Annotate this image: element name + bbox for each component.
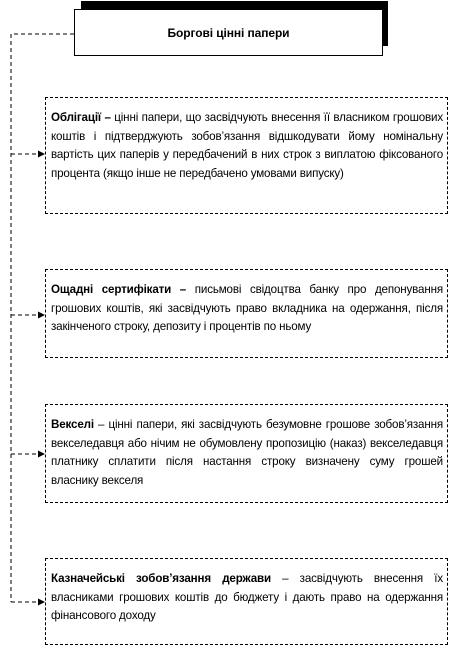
term-treasury-obligations: Казначейські зобов’язання держави	[51, 572, 271, 585]
diagram-title: Боргові цінні папери	[167, 25, 290, 40]
definition-savings-certificates: письмові свідоцтва банку про депонування грошових коштів, які засвідчують право вкладника на одержання, після закінченого строку, депозиту і процентів по ньому	[51, 283, 443, 334]
definition-box-bonds	[45, 97, 448, 214]
definition-box-savings-certificates	[45, 269, 448, 358]
term-bonds: Облігації –	[51, 111, 111, 124]
term-savings-certificates: Ощадні сертифікати –	[51, 283, 187, 296]
title-box	[74, 9, 383, 56]
definition-bonds: цінні папери, що засвідчують внесення її власником грошових коштів і підтверджують зобов’язання відшкодувати йому номінальну вартість цих паперів у передбачений в них строк з виплатою фіксованого процента (якщо інше не передбачено умовами випуску)	[51, 111, 444, 180]
term-bills-of-exchange: Векселі	[51, 418, 94, 431]
definition-box-treasury-obligations	[45, 558, 448, 645]
definition-treasury-obligations: – засвідчують внесення їх власниками грошових коштів до бюджету і дають право на одержання фінансового доходу	[51, 572, 443, 623]
definition-box-bills-of-exchange	[45, 404, 448, 503]
definition-bills-of-exchange: – цінні папери, які засвідчують безумовне грошове зобов’язання векселедавця або нічим не обумовлену пропозицію (наказ) векселедавця платнику сплатити після настання строку визначену суму грошей власнику векселя	[51, 418, 443, 487]
